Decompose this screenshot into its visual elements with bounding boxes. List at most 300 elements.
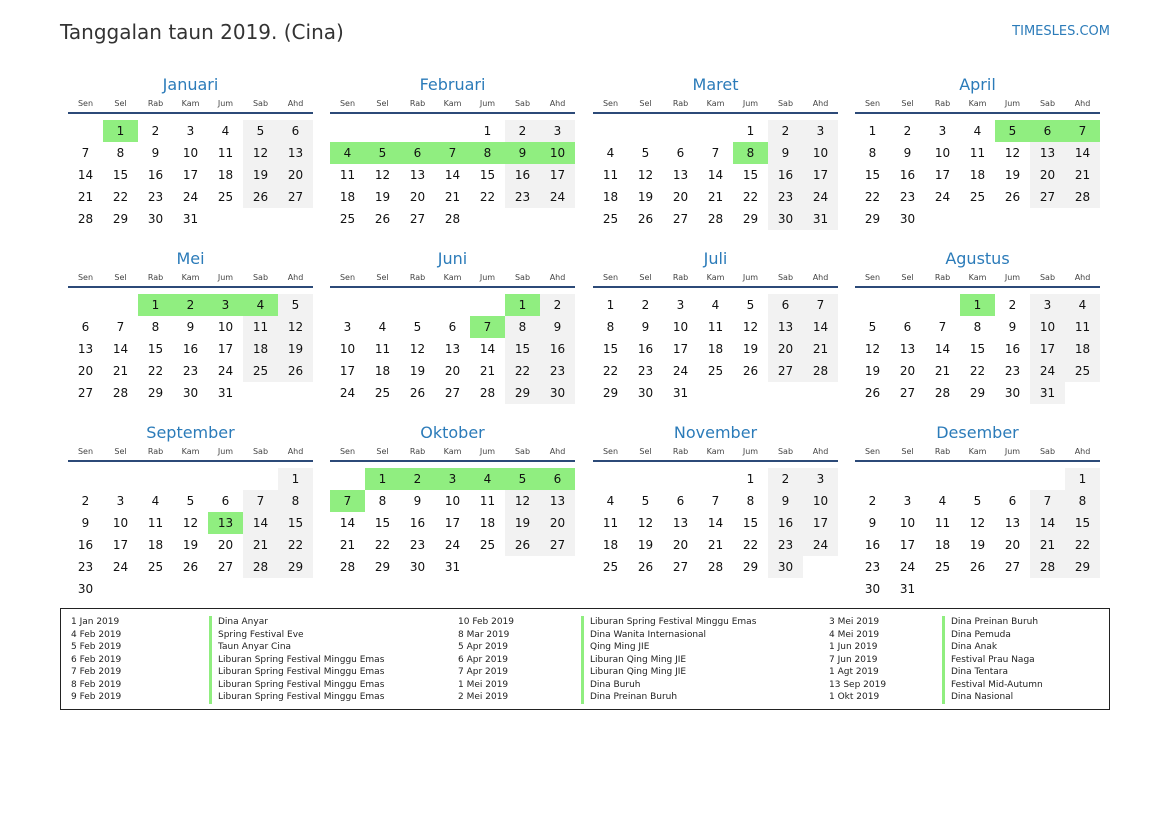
day-cell: 17 <box>934 168 951 182</box>
day-cell: 25 <box>934 560 951 574</box>
day-cell: 4 <box>1065 294 1100 316</box>
day-cell: 30 <box>409 560 426 574</box>
day-cell: 30 <box>77 582 94 596</box>
week-row <box>593 382 838 404</box>
day-cell: 17 <box>540 164 575 186</box>
day-cell: 16 <box>864 538 881 552</box>
holiday-name: Dina Buruh <box>581 679 641 692</box>
empty-cell <box>803 382 838 404</box>
week-row <box>330 142 575 164</box>
empty-cell <box>243 208 278 230</box>
holiday-entry <box>458 654 798 667</box>
day-cell: 28 <box>934 386 951 400</box>
day-cell: 6 <box>1008 494 1017 508</box>
day-cell: 27 <box>672 560 689 574</box>
day-cell: 31 <box>182 212 199 226</box>
day-cell: 30 <box>637 386 654 400</box>
weekday-label: Sab <box>777 99 794 108</box>
day-cell: 30 <box>899 212 916 226</box>
weekday-label: Sel <box>901 447 914 456</box>
day-cell: 24 <box>339 386 356 400</box>
day-cell: 25 <box>602 560 619 574</box>
day-cell: 21 <box>1065 164 1100 186</box>
day-cell: 20 <box>409 190 426 204</box>
weekday-label: Ahd <box>287 447 304 456</box>
day-cell: 19 <box>637 190 654 204</box>
day-cell: 19 <box>742 342 759 356</box>
day-cell: 8 <box>116 146 125 160</box>
day-cell: 25 <box>602 212 619 226</box>
weekday-label: Sen <box>864 99 881 108</box>
holiday-date: 13 Sep 2019 <box>829 679 887 690</box>
day-cell: 18 <box>602 190 619 204</box>
weekday-label: Sel <box>114 447 127 456</box>
weekday-label: Sen <box>602 273 619 282</box>
weekday-label: Jum <box>479 273 496 282</box>
day-cell: 21 <box>77 190 94 204</box>
day-cell: 7 <box>330 490 365 512</box>
day-cell: 22 <box>112 190 129 204</box>
day-cell: 31 <box>803 208 838 230</box>
day-cell: 7 <box>1030 490 1065 512</box>
day-cell: 5 <box>186 494 195 508</box>
day-cell: 11 <box>479 494 496 508</box>
weekday-label: Rab <box>409 273 426 282</box>
day-cell: 10 <box>803 490 838 512</box>
holiday-entry <box>458 629 798 642</box>
weekday-label: Rab <box>409 99 426 108</box>
holiday-entry <box>829 666 1169 679</box>
weekday-header <box>68 272 313 288</box>
day-cell: 10 <box>444 494 461 508</box>
day-cell: 10 <box>182 146 199 160</box>
week-row <box>593 556 838 578</box>
weekday-header <box>855 446 1100 462</box>
day-cell: 29 <box>374 560 391 574</box>
day-cell: 25 <box>1065 360 1100 382</box>
day-cell: 27 <box>1004 560 1021 574</box>
week-row <box>593 468 838 490</box>
week-row <box>68 382 313 404</box>
holiday-name: Dina Wanita Internasional <box>581 629 706 642</box>
weekday-label: Sen <box>77 447 94 456</box>
weekday-header <box>855 98 1100 114</box>
week-row <box>855 186 1100 208</box>
weekday-label: Sab <box>252 99 269 108</box>
week-row <box>68 578 313 600</box>
day-cell: 24 <box>182 190 199 204</box>
day-cell: 7 <box>938 320 947 334</box>
day-cell: 11 <box>602 168 619 182</box>
month-september <box>68 423 313 600</box>
day-cell: 1 <box>1065 468 1100 490</box>
weekday-label: Ahd <box>549 447 566 456</box>
day-cell: 6 <box>903 320 912 334</box>
empty-cell <box>68 120 103 142</box>
month-name: Juni <box>437 249 468 268</box>
weekday-label: Ahd <box>1074 447 1091 456</box>
day-cell: 28 <box>339 560 356 574</box>
day-cell: 15 <box>864 168 881 182</box>
weekday-label: Sel <box>376 273 389 282</box>
day-cell: 10 <box>1030 316 1065 338</box>
day-cell: 20 <box>278 164 313 186</box>
day-cell: 1 <box>606 298 615 312</box>
day-cell: 6 <box>540 468 575 490</box>
day-cell: 19 <box>1004 168 1021 182</box>
empty-cell <box>593 468 628 490</box>
day-cell: 5 <box>413 320 422 334</box>
month-name: September <box>146 423 235 442</box>
empty-cell <box>505 556 540 578</box>
holiday-entry <box>458 679 798 692</box>
holiday-entry <box>71 629 411 642</box>
week-row <box>330 316 575 338</box>
day-cell: 6 <box>400 142 435 164</box>
weekday-label: Jum <box>217 447 234 456</box>
day-cell: 13 <box>278 142 313 164</box>
empty-cell <box>733 382 768 404</box>
week-row <box>855 578 1100 600</box>
week-row <box>330 120 575 142</box>
day-cell: 18 <box>374 364 391 378</box>
day-cell: 13 <box>444 342 461 356</box>
day-cell: 25 <box>339 212 356 226</box>
day-cell: 10 <box>339 342 356 356</box>
day-cell: 15 <box>278 512 313 534</box>
day-cell: 1 <box>746 124 755 138</box>
week-row <box>593 490 838 512</box>
empty-cell <box>68 294 103 316</box>
empty-cell <box>278 208 313 230</box>
week-row <box>68 164 313 186</box>
day-cell: 26 <box>278 360 313 382</box>
empty-cell <box>698 120 733 142</box>
day-cell: 23 <box>77 560 94 574</box>
empty-cell <box>470 556 505 578</box>
day-cell: 3 <box>208 294 243 316</box>
month-oktober <box>330 423 575 578</box>
month-mei <box>68 249 313 404</box>
holiday-entry <box>829 629 1169 642</box>
empty-cell <box>365 294 400 316</box>
day-cell: 7 <box>243 490 278 512</box>
day-cell: 27 <box>899 386 916 400</box>
day-cell: 5 <box>505 468 540 490</box>
month-name: Desember <box>936 423 1019 442</box>
day-cell: 14 <box>112 342 129 356</box>
day-cell: 24 <box>217 364 234 378</box>
day-cell: 15 <box>374 516 391 530</box>
day-cell: 29 <box>112 212 129 226</box>
weekday-label: Rab <box>147 99 164 108</box>
holiday-name: Liburan Spring Festival Minggu Emas <box>209 654 384 667</box>
day-cell: 12 <box>637 168 654 182</box>
month-name: November <box>673 423 758 442</box>
day-cell: 28 <box>707 212 724 226</box>
month-januari <box>68 75 313 230</box>
day-cell: 30 <box>1004 386 1021 400</box>
day-cell: 24 <box>540 186 575 208</box>
weekday-label: Kam <box>443 273 462 282</box>
empty-cell <box>243 468 278 490</box>
day-cell: 2 <box>540 294 575 316</box>
day-cell: 10 <box>803 142 838 164</box>
day-cell: 9 <box>768 490 803 512</box>
empty-cell <box>925 208 960 230</box>
empty-cell <box>925 294 960 316</box>
day-cell: 20 <box>1004 538 1021 552</box>
day-cell: 18 <box>147 538 164 552</box>
day-cell: 22 <box>505 360 540 382</box>
empty-cell <box>330 120 365 142</box>
day-cell: 12 <box>243 142 278 164</box>
holiday-date: 7 Apr 2019 <box>458 667 508 677</box>
day-cell: 15 <box>742 516 759 530</box>
day-cell: 8 <box>378 494 387 508</box>
month-name: April <box>959 75 996 94</box>
holiday-date: 7 Jun 2019 <box>829 654 878 665</box>
day-cell: 17 <box>339 364 356 378</box>
holiday-date: 5 Feb 2019 <box>71 642 122 652</box>
day-cell: 28 <box>479 386 496 400</box>
week-row <box>855 556 1100 578</box>
holiday-name: Liburan Qing Ming JIE <box>581 666 686 679</box>
day-cell: 16 <box>505 164 540 186</box>
weekday-header <box>855 272 1100 288</box>
month-desember <box>855 423 1100 600</box>
day-cell: 1 <box>505 294 540 316</box>
day-cell: 15 <box>742 168 759 182</box>
empty-cell <box>995 208 1030 230</box>
day-cell: 22 <box>742 538 759 552</box>
day-cell: 24 <box>672 364 689 378</box>
empty-cell <box>960 578 995 600</box>
week-row <box>68 186 313 208</box>
day-cell: 14 <box>339 516 356 530</box>
day-cell: 3 <box>1030 294 1065 316</box>
weekday-label: Sab <box>1039 273 1056 282</box>
day-cell: 20 <box>768 338 803 360</box>
day-cell: 14 <box>243 512 278 534</box>
day-cell: 18 <box>217 168 234 182</box>
day-cell: 19 <box>505 512 540 534</box>
day-cell: 12 <box>409 342 426 356</box>
weekday-label: Sel <box>639 273 652 282</box>
week-row <box>593 360 838 382</box>
day-cell: 28 <box>444 212 461 226</box>
week-row <box>593 338 838 360</box>
week-row <box>593 294 838 316</box>
holiday-date: 4 Feb 2019 <box>71 629 122 640</box>
day-cell: 15 <box>969 342 986 356</box>
holiday-name: Festival Prau Naga <box>942 654 1035 667</box>
day-cell: 8 <box>606 320 615 334</box>
day-cell: 9 <box>768 142 803 164</box>
site-link[interactable]: TIMESLES.COM <box>1012 24 1110 39</box>
weekday-label: Kam <box>968 273 987 282</box>
weekday-label: Sen <box>602 99 619 108</box>
day-cell: 26 <box>864 386 881 400</box>
day-cell: 16 <box>540 338 575 360</box>
weekday-label: Jum <box>479 447 496 456</box>
day-cell: 7 <box>711 146 720 160</box>
empty-cell <box>400 120 435 142</box>
day-cell: 25 <box>969 190 986 204</box>
day-cell: 5 <box>365 142 400 164</box>
day-cell: 10 <box>540 142 575 164</box>
weekday-label: Jum <box>742 273 759 282</box>
day-cell: 9 <box>641 320 650 334</box>
day-cell: 2 <box>641 298 650 312</box>
day-cell: 29 <box>505 382 540 404</box>
week-row <box>68 360 313 382</box>
day-cell: 14 <box>803 316 838 338</box>
week-row <box>593 186 838 208</box>
day-cell: 10 <box>672 320 689 334</box>
empty-cell <box>138 468 173 490</box>
month-juli <box>593 249 838 404</box>
day-cell: 9 <box>413 494 422 508</box>
day-cell: 28 <box>803 360 838 382</box>
day-cell: 3 <box>938 124 947 138</box>
day-cell: 24 <box>934 190 951 204</box>
day-cell: 9 <box>868 516 877 530</box>
day-cell: 14 <box>479 342 496 356</box>
empty-cell <box>1030 208 1065 230</box>
week-row <box>855 382 1100 404</box>
week-row <box>330 338 575 360</box>
day-cell: 8 <box>973 320 982 334</box>
day-cell: 12 <box>374 168 391 182</box>
day-cell: 12 <box>1004 146 1021 160</box>
day-cell: 3 <box>803 120 838 142</box>
holiday-date: 7 Feb 2019 <box>71 667 122 677</box>
day-cell: 29 <box>864 212 881 226</box>
week-row <box>330 208 575 230</box>
day-cell: 4 <box>973 124 982 138</box>
holiday-entry <box>71 679 411 692</box>
holiday-entry <box>829 616 1169 629</box>
day-cell: 19 <box>278 338 313 360</box>
week-row <box>855 208 1100 230</box>
day-cell: 30 <box>540 382 575 404</box>
weekday-label: Kam <box>181 447 200 456</box>
weekday-header <box>593 98 838 114</box>
day-cell: 29 <box>1065 556 1100 578</box>
weekday-label: Jum <box>217 99 234 108</box>
weekday-label: Rab <box>672 273 689 282</box>
holiday-entry <box>829 691 1169 704</box>
day-cell: 4 <box>378 320 387 334</box>
empty-cell <box>400 294 435 316</box>
week-row <box>593 534 838 556</box>
day-cell: 14 <box>1065 142 1100 164</box>
empty-cell <box>698 468 733 490</box>
empty-cell <box>138 578 173 600</box>
week-row <box>68 534 313 556</box>
month-agustus <box>855 249 1100 404</box>
day-cell: 8 <box>278 490 313 512</box>
week-row <box>855 120 1100 142</box>
week-row <box>68 208 313 230</box>
weekday-label: Jum <box>742 99 759 108</box>
empty-cell <box>1065 578 1100 600</box>
weekday-label: Jum <box>1004 273 1021 282</box>
day-cell: 20 <box>672 190 689 204</box>
day-cell: 11 <box>147 516 164 530</box>
day-cell: 20 <box>899 364 916 378</box>
empty-cell <box>278 382 313 404</box>
day-cell: 3 <box>540 120 575 142</box>
weekday-label: Rab <box>934 273 951 282</box>
holiday-date: 1 Mei 2019 <box>458 679 509 690</box>
day-cell: 25 <box>479 538 496 552</box>
day-cell: 1 <box>278 468 313 490</box>
week-row <box>68 294 313 316</box>
day-cell: 26 <box>182 560 199 574</box>
day-cell: 3 <box>803 468 838 490</box>
weekday-label: Sab <box>514 99 531 108</box>
week-row <box>330 468 575 490</box>
day-cell: 23 <box>505 186 540 208</box>
weekday-label: Rab <box>672 99 689 108</box>
day-cell: 17 <box>217 342 234 356</box>
day-cell: 9 <box>1008 320 1017 334</box>
weekday-label: Jum <box>479 99 496 108</box>
day-cell: 7 <box>116 320 125 334</box>
week-row <box>855 490 1100 512</box>
holiday-date: 8 Feb 2019 <box>71 679 122 690</box>
week-row <box>68 316 313 338</box>
holiday-name: Dina Preinan Buruh <box>942 616 1038 629</box>
weekday-label: Rab <box>934 99 951 108</box>
day-cell: 13 <box>77 342 94 356</box>
day-cell: 1 <box>365 468 400 490</box>
week-row <box>593 142 838 164</box>
day-cell: 11 <box>374 342 391 356</box>
day-cell: 13 <box>899 342 916 356</box>
day-cell: 23 <box>540 360 575 382</box>
day-cell: 2 <box>1008 298 1017 312</box>
weekday-header <box>68 98 313 114</box>
empty-cell <box>960 468 995 490</box>
holiday-date: 8 Mar 2019 <box>458 629 510 640</box>
holiday-name: Liburan Spring Festival Minggu Emas <box>209 666 384 679</box>
weekday-label: Sab <box>252 273 269 282</box>
day-cell: 17 <box>803 164 838 186</box>
weekday-label: Ahd <box>812 273 829 282</box>
empty-cell <box>628 468 663 490</box>
day-cell: 3 <box>435 468 470 490</box>
day-cell: 7 <box>470 316 505 338</box>
weekday-label: Jum <box>742 447 759 456</box>
day-cell: 27 <box>444 386 461 400</box>
day-cell: 6 <box>278 120 313 142</box>
day-cell: 16 <box>147 168 164 182</box>
day-cell: 4 <box>606 146 615 160</box>
week-row <box>68 556 313 578</box>
empty-cell <box>628 120 663 142</box>
day-cell: 16 <box>409 516 426 530</box>
day-cell: 22 <box>278 534 313 556</box>
weekday-label: Sen <box>864 273 881 282</box>
empty-cell <box>435 294 470 316</box>
day-cell: 2 <box>768 120 803 142</box>
weekday-label: Sen <box>602 447 619 456</box>
week-row <box>68 512 313 534</box>
empty-cell <box>208 578 243 600</box>
